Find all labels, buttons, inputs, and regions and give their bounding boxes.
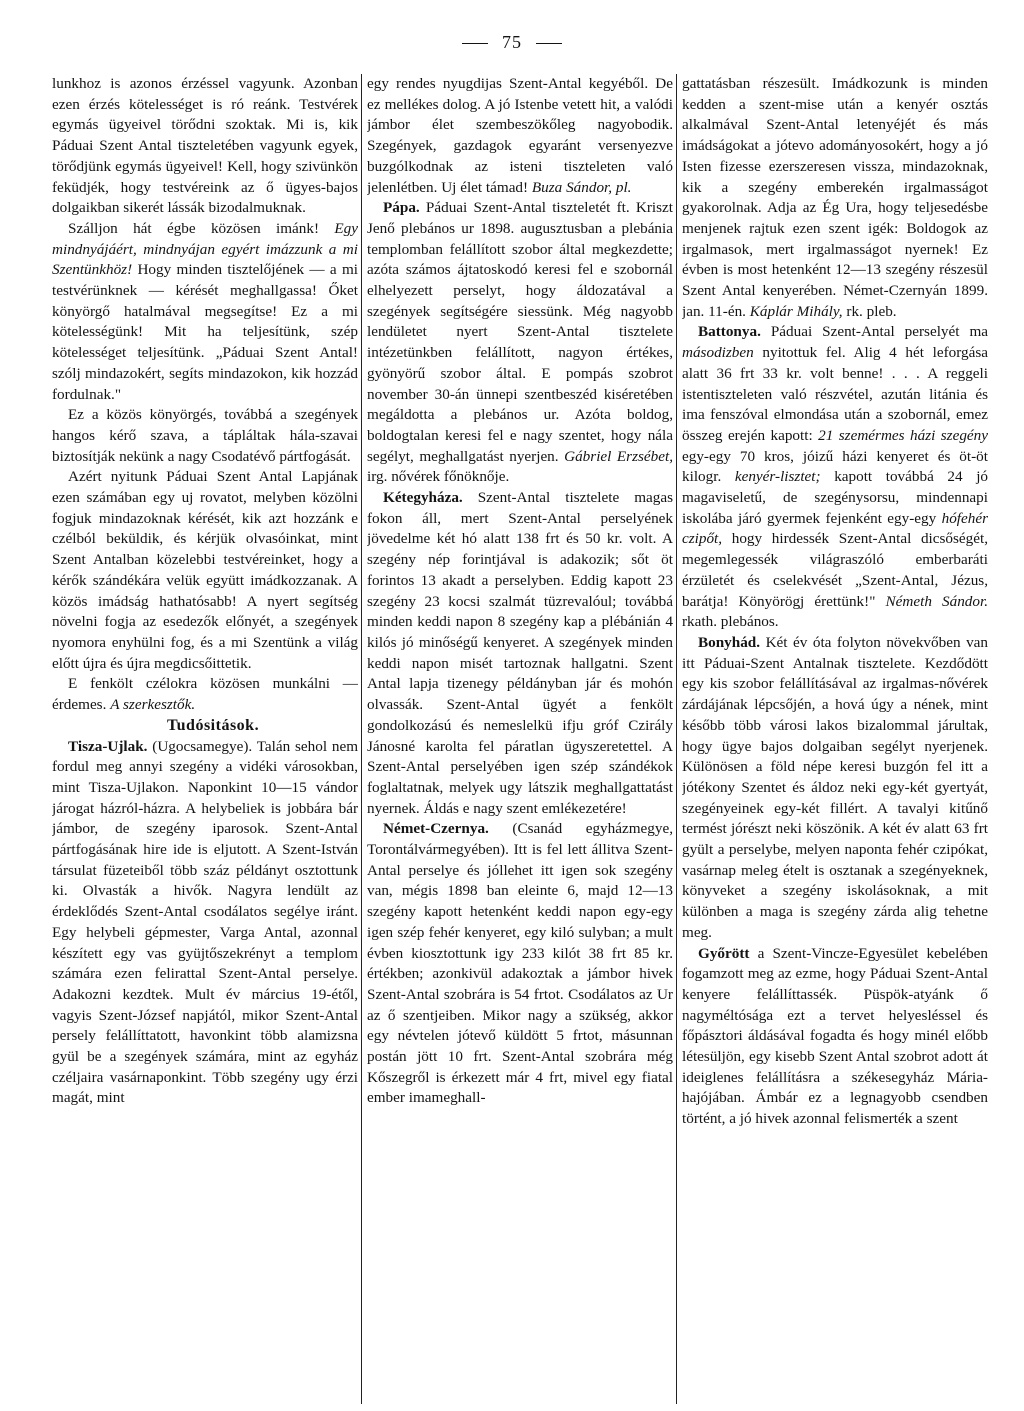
paragraph xyxy=(367,488,673,819)
paragraph xyxy=(52,219,358,405)
place-name: Tisza-Ujlak. xyxy=(68,737,148,755)
text: Két év óta folyton növekvőben van itt Páduai-Szent Antalnak tisztelete. Kezdődött egy kis szobor felállításával az irgalmas-nővérek zárdájának lépcsőjén, a hová úgy a nének, mint később több városi lakos bizalommal járultak, hogy ügye bajos dolgaiban segélyt nyerjenek. Különösen a föld népe keresi buzgón fel itt a jótékony Szentet és áldoz neki egy-két gyertyát, szegényeinek egy-két fillért. A tavalyi kitűnő termést jórészt neki köszönik. A két év alatt 63 frt gyült a perselybe, melyen naponta fehér czipókat, vasárnap meleg ételt is osztanak a szegényeknek, könyveket a szegény iskolásoknak, a mit különben a maga is szegény zárda alig tehetne meg. xyxy=(682,633,988,941)
column-1 xyxy=(52,74,358,1404)
italic-text: 21 szemérmes házi szegény xyxy=(818,426,988,444)
signature: Káplár Mihály, xyxy=(749,302,843,320)
text: irg. nővérek főnöknője. xyxy=(367,468,510,486)
paragraph xyxy=(52,74,358,219)
text: egy rendes nyugdijas Szent-Antal kegyéből. De ez mellékes dolog. A jó Istenbe vetett hit, a valódi jámbor élet szembeszökőleg nagyobodik. Szegények, gazdagok egyaránt versenyezve buzgólkodnak az isteni tiszteleten való jelenlétben. Uj élet támad! xyxy=(367,75,673,196)
paragraph xyxy=(682,74,988,322)
section-heading: Tudósitások. xyxy=(166,716,260,734)
text: Szálljon hát égbe közösen imánk! xyxy=(68,219,320,237)
place-name: Győrött xyxy=(698,944,750,962)
column-3 xyxy=(682,74,988,1404)
text: gattatásban részesült. Imádkozunk is minden kedden a szent-mise után a kenyér osztás alkalmával Szent-Antal letenyéjét és más imádságokat a jótevo adományosokért, hogy a jó Isten fizesse ezerszeresen vissza, mindazoknak, kik a szegény emberekén irgalmasságot gyakorolnak. Adja az Ég Ura, hogy teljesedésbe menjenek rajtuk ezen szent igék: Boldogok az irgalmasok, mert irgalmasságot nyernek! Ez évben is most hetenként 12—13 szegény részesül Szent Antal kenyerében. Német-Czernyán 1899. jan. 11-én. xyxy=(682,75,988,320)
italic-text: kenyér-lisztet; xyxy=(734,468,821,486)
text: (Csanád egyházmegye, Torontálvármegyében). Itt is fel lett állitva Szent-Antal perselye és jóllehet itt igen sok szegény van, mégis 1898 ban eleinte 6, majd 12—13 szegény kapott hetenként keddi napon egy-egy igen szép fehér kenyeret, egy kiló sulyban; a mult évben kiosztottunk igy 233 kilót 38 frt 85 kr. értékben; azonkivül adakoztak a jámbor hivek Szent-Antal szobrára is 54 frtot. Csodálatos az Ur az ő szentjeiben. Mikor nagy a szükség, akkor egy névtelen jótevő küldött 5 frtot, másunnan postán jött 10 frt. Szent-Antal szobrára még Kőszegről is érkezett már 4 frt, mivel egy fiatal ember imameghall- xyxy=(367,820,673,1107)
text: Hogy minden tisztelőjének — a mi testvérünknek — kérését meghallgassa! Őket könyörgő hatalmával megsegítse! Ez a mi kötelességünk! Mit ha teljesítünk, szép kötelességet teljesítünk. „Páduai Szent Antal! szólj mindazokért, segíts mindazokon, kik hozzád fordulnak." xyxy=(52,261,358,403)
place-name: Pápa. xyxy=(383,199,420,217)
page-number-line xyxy=(0,32,1024,53)
text: lunkhoz is azonos érzéssel vagyunk. Azonban ezen érzés kötelességet is ró reánk. Testvérek egymás ügyeivel törődni szoktak. Mi is, kik Páduai Szent Antal tiszteletében vagyunk egyek, törődjünk egymás ügyeivel! Kell, hogy szivünkön feküdjék, hogy testvéreink az ő ügyes-bajos dolgaikban sikerét lássák bizodalmuknak. xyxy=(52,75,358,217)
signature: Buza Sándor, pl. xyxy=(531,178,632,196)
italic-text: másodizben xyxy=(682,344,754,362)
left-dash xyxy=(462,43,488,44)
italic-text: Egy mindnyájáért, mindnyájan egyért imázzunk a mi Szentünkhöz! xyxy=(52,219,358,279)
italic-text: hófehér czipőt, xyxy=(682,509,988,548)
column-divider-1 xyxy=(361,74,362,1404)
text: a Szent-Vincze-Egyesület kebelében fogamzott meg az ezme, hogy Páduai Szent-Antal kenyere felállíttassék. Püspök-atyánk ő nagyméltósága ezt a tervet helyesléssel és főpásztori áldásával fogadta és hogy minél előbb létesüljön, egy kisebb Szent Antal szobrot adott át ideiglenes felállításra a székesegyház Mária-hajójában. Ámbár ez a legnagyobb csendben történt, a jó hivek azonnal felismerték a szent xyxy=(682,944,988,1128)
paragraph xyxy=(367,198,673,488)
text: Páduai Szent-Antal tiszteletét ft. Kriszt Jenő plebános ur 1898. augusztusban a plebánia templomban felállított szobor által megkezdette; azóta számos ájtatoskodó keresi fel e szobornál elhelyezett perselyt, hogy áldozatával a szegények segítségére siessünk. Még nagyobb lendületet nyert Szent-Antal tisztelete intézetünkben felállított, nagyon értékes, gyönyörű szobor által. E pompás szobrot november 30-án ünnepi szentbeszéd kiséretében megáldotta a plebános ur. Azóta boldog, boldogtalan keresi fel e nagy szentet, hogy nála segélyt, meghallgatást nyerjen. xyxy=(367,199,673,465)
text: Ez a közös könyörgés, továbbá a szegények hangos kérő szava, a tápláltak hála-szavai biztosítják nekünk a nagy Csodatévő pártfogását. xyxy=(52,406,358,465)
paragraph xyxy=(682,633,988,944)
place-name: Német-Czernya. xyxy=(383,820,489,838)
paragraph xyxy=(367,819,673,1109)
text: Szent-Antal tisztelete magas fokon áll, mert Szent-Antal perselyének jövedelme két hó alatt 138 frt és 50 kr. volt. A szegény nép forintjával is adakozik; sőt öt forintos 13 akadt a perselyben. Eddig kapott 23 szegény 23 kocsi szalmát tüzrevalóul; továbbá minden keddi napon 8 szegény kap a plébánián 4 kilós jó minőségű kenyeret. A szegények minden keddi napon misét tartoznak hallgatni. Szent Antal lapja tizenegy példányban jár és mohón olvassák. Szent-Antal ügyét a fenkölt gondolkozású és nemeslelkü ifju gróf Czirály Jánosné karolta fel páratlan ügyszeretettel. A Szent-Antal perselyében igen szép szándékok foglaltatnak, melyek ugy látszik meghallgattatást nyernek. Áldás e nagy szent emlékezetére! xyxy=(367,489,673,817)
text: rkath. plebános. xyxy=(682,613,779,631)
text: kapott továbbá 24 jó magaviseletű, de szegénysorsu, mindennapi iskolába járó gyermek fejenként egy-egy xyxy=(682,468,988,527)
paragraph xyxy=(682,322,988,633)
signature: Németh Sándor. xyxy=(885,592,988,610)
place-name: Bonyhád. xyxy=(698,633,761,651)
paragraph xyxy=(52,737,358,1110)
paragraph xyxy=(682,944,988,1130)
paragraph xyxy=(52,674,358,715)
text: hogy hirdessék Szent-Antal dicsőségét, megemlegessék világraszóló emberbaráti érzületét és cselekvését „Szent-Antal, Jézus, barátja! Könyörögj érettünk!" xyxy=(682,530,988,610)
page-number: 75 xyxy=(502,32,522,52)
paragraph xyxy=(52,467,358,674)
text: Páduai Szent-Antal perselyét ma xyxy=(770,323,988,341)
text: Azért nyitunk Páduai Szent Antal Lapjának ezen számában egy uj rovatot, melyben közölni fogjuk mindazoknak kérését, kik azt hozzánk e czélból beküldik, és kérjük olvasóinkat, mint Szent Antalban közelebbi testvéreinket, hogy a kérők szándékára velük együtt imádkozzanak. A közös imádság hathatósabb! A nyert segítség növelni fogja az esedezők előnyét, a szegények nyomora enyhülni fog, és a mi Szentünk a világ előtt újra és újra megdicsőittetik. xyxy=(52,468,358,672)
place-name: Kétegyháza. xyxy=(383,489,463,507)
text: rk. pleb. xyxy=(846,302,897,320)
column-2 xyxy=(367,74,673,1404)
paragraph xyxy=(52,405,358,467)
place-name: Battonya. xyxy=(698,323,761,341)
text: egy-egy 70 kros, jóizű házi kenyeret és öt-öt kilogr. xyxy=(682,447,988,486)
text: nyitottuk fel. Alig 4 hét leforgása alatt 36 frt 33 kr. volt benne! . . . A reggeli istentiszteleten való részvétel, azután litánia és ima fenszóval elmondása után a szobornál, emez összeg erején kapott: xyxy=(682,344,988,444)
signature: Gábriel Erzsébet, xyxy=(564,447,673,465)
paragraph xyxy=(367,74,673,198)
text: (Ugocsamegye). Talán sehol nem fordul meg annyi szegény a vidéki városokban, mint Tisza-Ujlakon. Naponkint 10—15 vándor járogat házról-házra. A helybeliek is jobbára bár jámbor, de szegény iparosok. Szent-Antal pártfogásának hire ide is eljutott. A Szent-István társulat füzeteiből több száz példányt osztottunk ki. Olvasták a hivők. Nagyra lendült az érdeklődés Szent-Antal csodálatos segélye iránt. Egy helybeli gépmester, Varga Antal, azonnal készített egy vas gyüjtőszekrényt a templom számára ezen felirattal Szent-Antal perselye. Adakozni kezdtek. Mult év március 19-étől, vagyis Szent-József napjától, mikor Szent-Antal persely felállíttatott, havonkint több alamizsna gyül be a szegények számára, mint az egyház czéljaira vasárnaponkint. Több szegény ugy érzi magát, mint xyxy=(52,737,358,1107)
text: E fenkölt czélokra közösen munkálni — érdemes. xyxy=(52,675,358,714)
right-dash xyxy=(536,43,562,44)
signature: A szerkesztők. xyxy=(110,696,196,714)
column-divider-2 xyxy=(676,74,677,1404)
